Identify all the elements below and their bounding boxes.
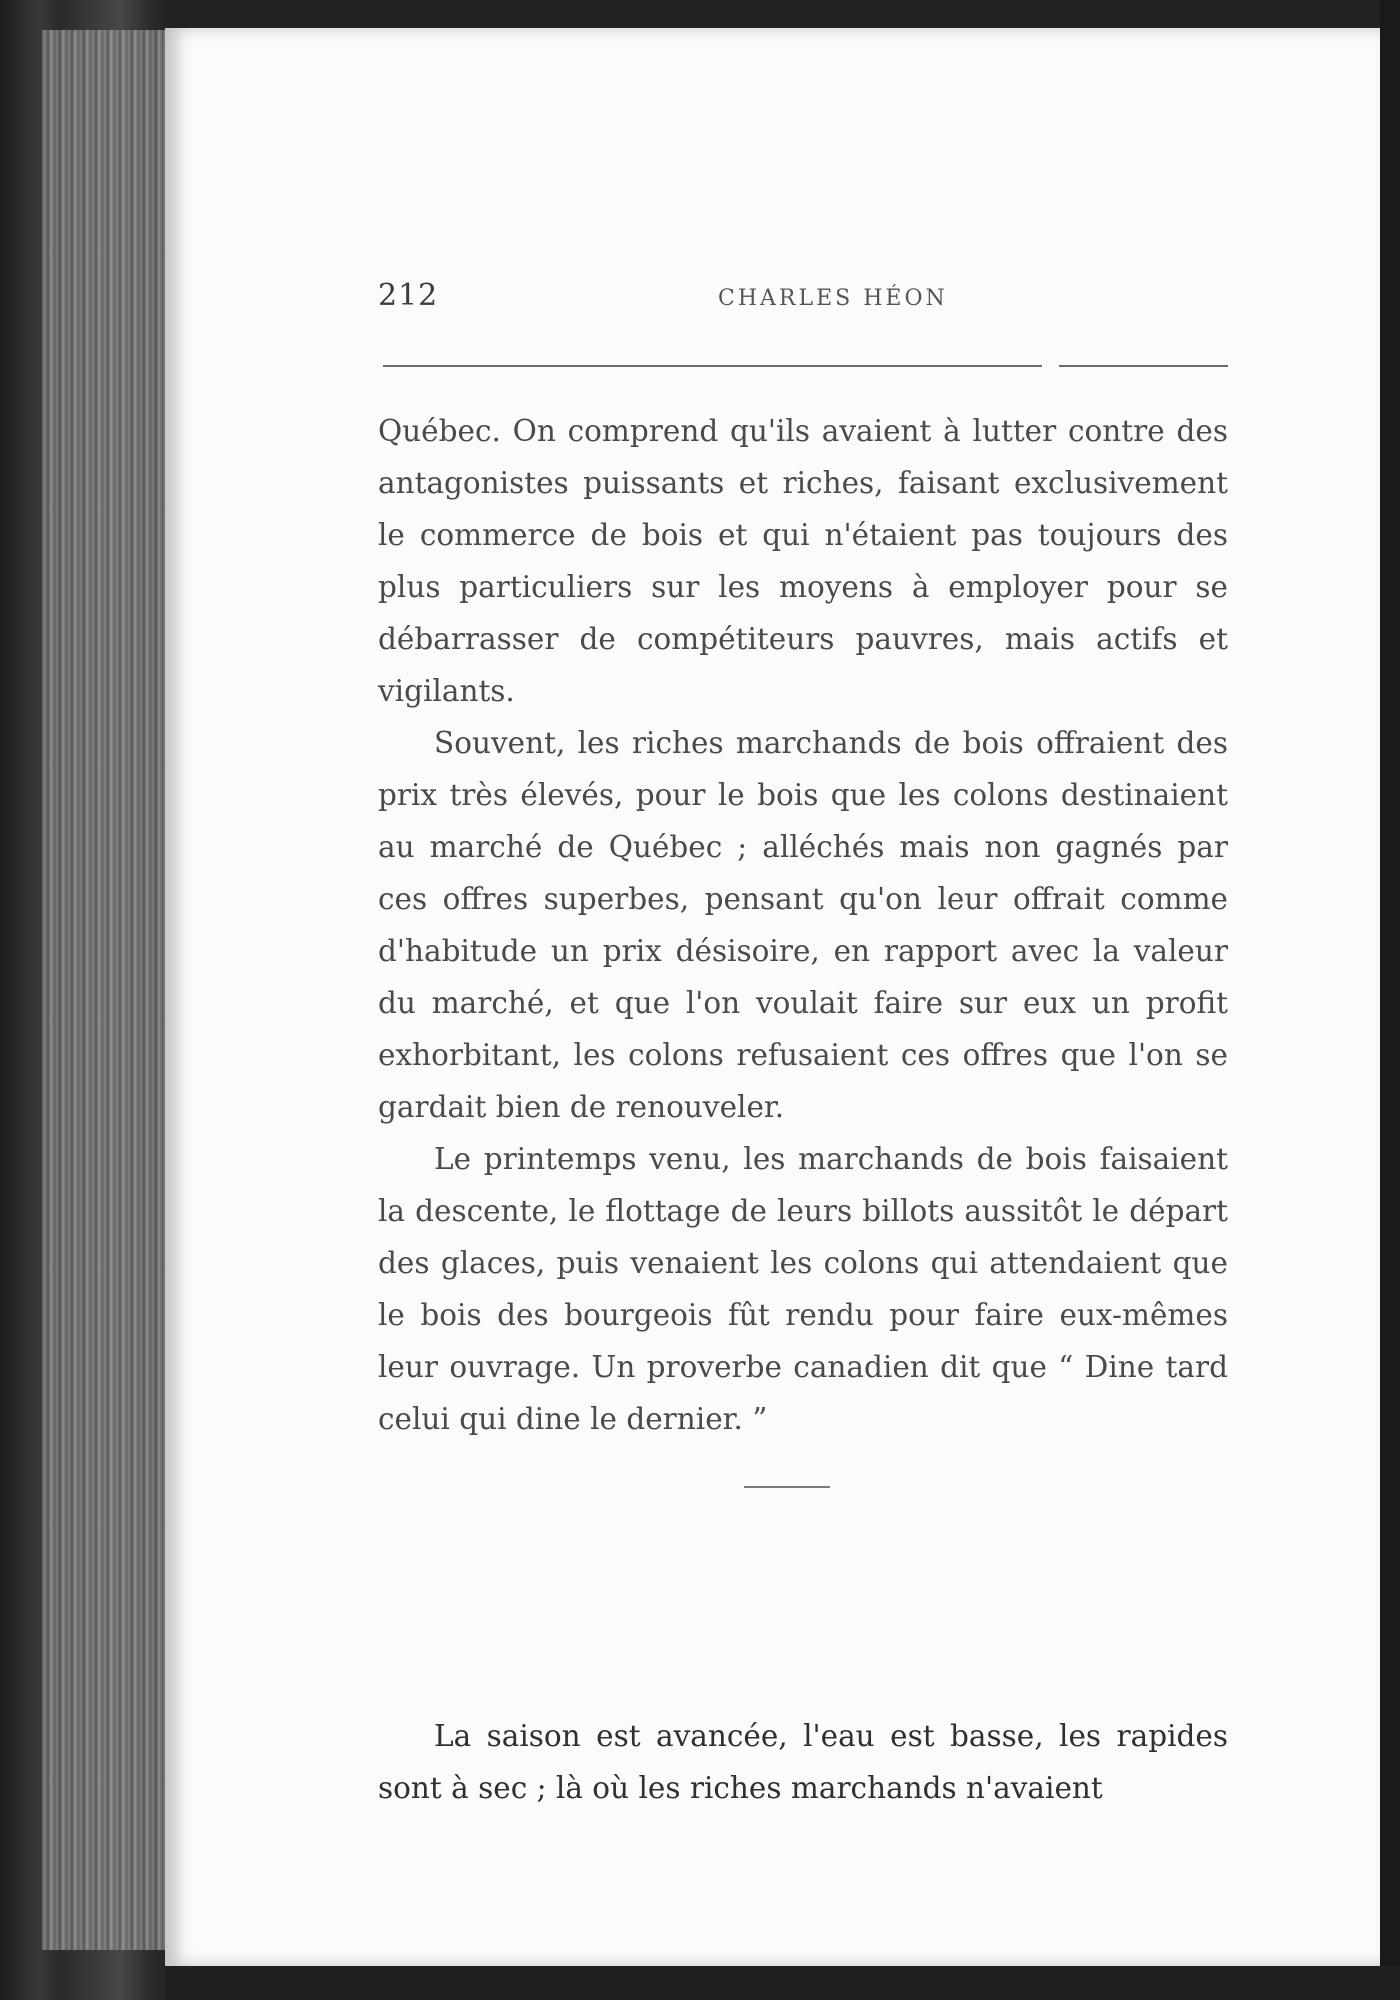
paragraph: Le printemps venu, les marchands de bois faisaient la descente, le flottage de leurs billots aussitôt le départ des glaces, puis venaient les colons qui attendaient que le bois des bourgeois fût rendu pour faire eux-mêmes leur ouvrage. Un proverbe canadien dit que “ Dine tard celui qui dine le dernier. ” xyxy=(378,1142,1228,1436)
scan-bottom-margin xyxy=(165,1966,1400,2000)
scan-right-margin xyxy=(1380,0,1400,2000)
page-number: 212 xyxy=(378,278,439,313)
section-break-rule xyxy=(744,1486,830,1488)
body-text xyxy=(378,405,1228,1445)
paragraph: Souvent, les riches marchands de bois offraient des prix très élevés, pour le bois que les colons destinaient au marché de Québec ; alléchés mais non gagnés par ces offres superbes, pensant qu'on leur offrait comme d'habitude un prix désisoire, en rapport avec la valeur du marché, et que l'on voulait faire sur eux un profit exhorbitant, les colons refusaient ces offres que l'on se gardait bien de renouveler. xyxy=(378,726,1228,1124)
header-rule xyxy=(383,365,1228,367)
running-title: CHARLES HÉON xyxy=(718,286,948,311)
body-text-after-break xyxy=(378,1710,1228,1814)
paragraph: Québec. On comprend qu'ils avaient à lutter contre des antagonistes puissants et riches, faisant exclusivement le commerce de bois et qui n'étaient pas toujours des plus particuliers sur les moyens à employer pour se débarrasser de compétiteurs pauvres, mais actifs et vigilants. xyxy=(378,414,1228,708)
scan-top-margin xyxy=(165,0,1400,28)
paragraph: La saison est avancée, l'eau est basse, les rapides sont à sec ; là où les riches marchands n'avaient xyxy=(378,1719,1228,1805)
book-page-edges xyxy=(42,30,182,1950)
running-head xyxy=(378,278,1228,322)
